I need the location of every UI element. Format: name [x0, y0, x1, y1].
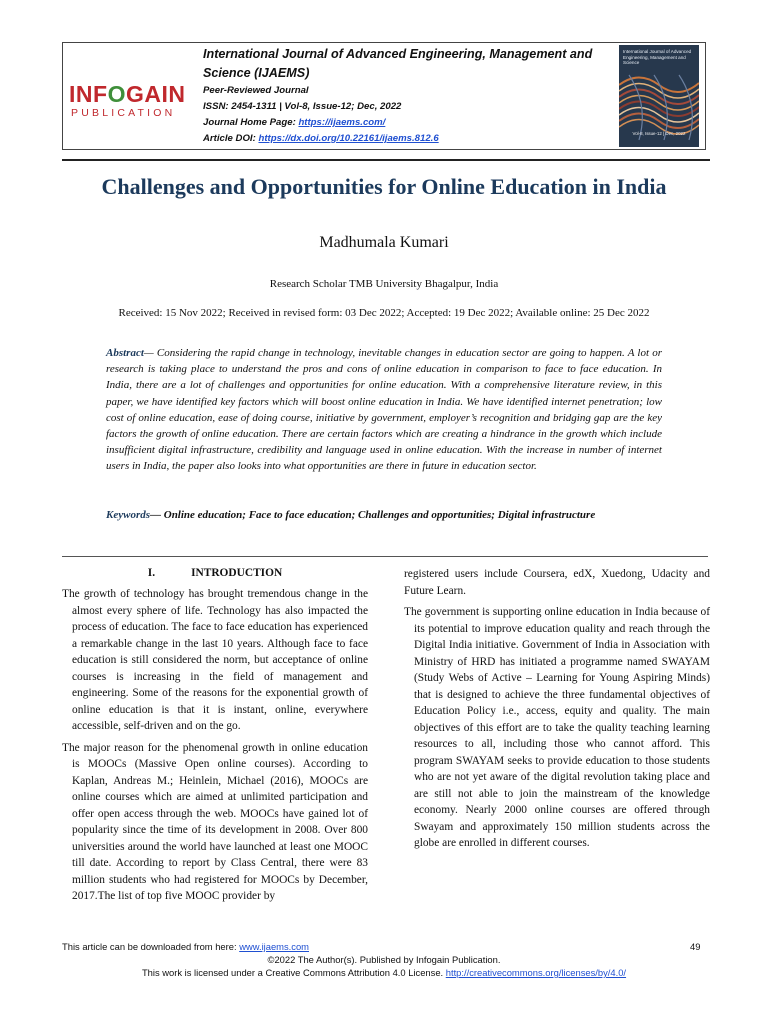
abstract-divider	[62, 556, 708, 557]
paragraph: The growth of technology has brought tremendous change in the almost every sphere of life. Technology has also impacted the process of education. The face to face education has experienced a remarkable change in the last 10 years. Although face to face education is still considered the norm, but acceptance of online courses is increasing in the field of management and engineering. Some of the reasons for the exponential growth of online education is that it is instant, online, everywhere accessible, self-driven and on the go.	[62, 588, 368, 732]
section-number: I.	[147, 567, 156, 579]
cover-volume: Vol-8, Issue-12 | Dec, 2022	[632, 131, 686, 136]
journal-title: International Journal of Advanced Engineering, Management and Science (IJAEMS)	[203, 47, 593, 80]
section-title: INTRODUCTION	[191, 567, 283, 579]
footer-license-link[interactable]: http://creativecommons.org/licenses/by/4.0/	[445, 967, 627, 978]
abstract-text: — Considering the rapid change in technology, inevitable changes in education sector are going to happen. A lot or research is taking place to understand the pros and cons of online education in comparison to face to face education. In India, there are a lot of challenges and opportunities for online education. With a comprehensive literature review, in this paper, we have identified key factors which will boost online education in India. We have identified internet penetration; low cost of online education, ease of doing course, initiative by government, employer’s recognition and bridging gap are the key factors the growth of online education. There are certain factors which are creating a hindrance in the growth which include insufficient digital infrastructure, credibility and language used in online education. With the increase in number of internet users in India, the paper also looks into what opportunities are there in future in education sector.	[106, 347, 662, 473]
homepage-label: Journal Home Page:	[203, 117, 299, 128]
body-column-right	[404, 566, 710, 857]
logo-wordmark: INFOGAIN	[69, 81, 186, 107]
article-dates: Received: 15 Nov 2022; Received in revised form: 03 Dec 2022; Accepted: 19 Dec 2022; Available online: 25 Dec 2022	[118, 307, 650, 319]
article-title: Challenges and Opportunities for Online Education in India	[101, 174, 667, 199]
paragraph: The major reason for the phenomenal growth in online education is MOOCs (Massive Open online courses). According to Kaplan, Andreas M.; Heinlein, Michael (2016), MOOCs are online courses which are aimed at unlimited participation and offer open access through the web. MOOCs have gained lot of popularity since the time of its development in 2008. Over 800 universities around the world have launched at least one MOOC till date. According to report by Class Central, there were 83 million students who had registered for MOOCs by December, 2017.The list of top five MOOC provider by	[62, 741, 368, 902]
issn-line: ISSN: 2454-1311 | Vol-8, Issue-12; Dec, 2022	[203, 101, 402, 112]
section-heading-introduction	[62, 564, 368, 582]
logo-subtitle: PUBLICATION	[71, 107, 176, 119]
footer-copyright: ©2022 The Author(s). Published by Infogain Publication.	[267, 954, 501, 965]
peer-reviewed-label: Peer-Reviewed Journal	[203, 85, 309, 96]
paragraph: registered users include Coursera, edX, Xuedong, Udacity and Future Learn.	[404, 568, 710, 597]
author-affiliation: Research Scholar TMB University Bhagalpur, India	[269, 278, 499, 290]
journal-info	[203, 43, 603, 147]
footer-license-text: This work is licensed under a Creative Commons Attribution 4.0 License.	[141, 967, 446, 978]
homepage-link[interactable]: https://ijaems.com/	[298, 117, 386, 128]
footer-download-link[interactable]: www.ijaems.com	[239, 941, 309, 952]
journal-header	[62, 42, 706, 150]
infogain-logo	[69, 81, 187, 121]
footer-license	[0, 967, 768, 979]
page-number: 49	[690, 941, 701, 952]
doi-link[interactable]: https://dx.doi.org/10.22161/ijaems.812.6	[258, 133, 439, 144]
paragraph: The government is supporting online education in India because of its potential to improve education quality and reach through the Digital India initiative. Government of India in Association with Ministry of HRD has initiated a programme named SWAYAM (Study Webs of Active – Learning for Young Aspiring Minds) that is designed to achieve the three fundamental objectives of Education Policy i.e., access, equity and quality. The main objectives of this effort are to take the quality teaching learning resources to all, including those who cannot afford. This program SWAYAM seeks to provide education to those students who are not yet aware of the digital revolution taking place and are still not able to join the mainstream of the knowledge economy. Nearly 2000 online courses are offered through Swayam and approximately 150 million students across the globe are enrolled in different courses.	[404, 606, 710, 849]
journal-cover-image	[619, 45, 699, 147]
footer-download-text: This article can be downloaded from here:	[62, 941, 240, 952]
footer-download	[62, 941, 309, 953]
abstract	[106, 345, 662, 475]
keywords-label: Keywords	[106, 509, 150, 521]
article-author: Madhumala Kumari	[319, 234, 449, 251]
header-divider	[62, 159, 710, 161]
body-column-left	[62, 564, 368, 910]
doi-label: Article DOI:	[203, 133, 259, 144]
homepage-line	[203, 115, 603, 131]
keywords-text: — Online education; Face to face education; Challenges and opportunities; Digital infrastructure	[150, 509, 596, 521]
abstract-label: Abstract	[106, 347, 144, 359]
doi-line	[203, 131, 603, 147]
keywords	[106, 507, 662, 523]
cover-title: International Journal of Advanced Engineering, Management and Science	[623, 49, 692, 65]
